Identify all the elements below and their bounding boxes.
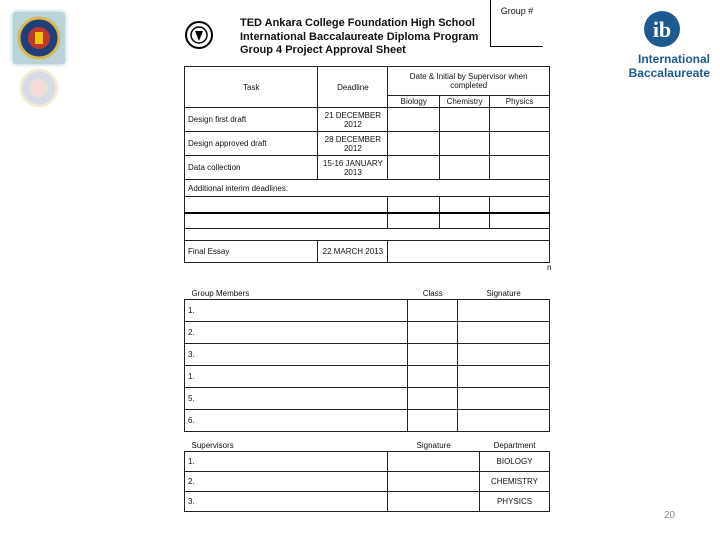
signature-cell[interactable]: [388, 451, 480, 471]
task-cell: Design first draft: [185, 108, 318, 132]
initial-cell[interactable]: [490, 213, 550, 229]
group-number-box: [490, 0, 543, 47]
deadline-cell: 28 DECEMBER 2012: [318, 132, 388, 156]
initial-cell[interactable]: [440, 108, 490, 132]
member-row: 6.: [185, 409, 408, 431]
member-row: 5.: [185, 387, 408, 409]
col-class: Class: [422, 288, 443, 298]
class-cell[interactable]: [408, 387, 458, 409]
signature-cell[interactable]: [458, 365, 550, 387]
final-deadline: 22 MARCH 2013: [318, 241, 388, 263]
initial-cell[interactable]: [388, 108, 440, 132]
initial-cell[interactable]: [490, 156, 550, 180]
school-name: TED Ankara College Foundation High School: [240, 17, 475, 29]
final-task: Final Essay: [185, 241, 318, 263]
department-cell: PHYSICS: [480, 491, 550, 511]
stray-mark: n: [547, 263, 552, 272]
class-cell[interactable]: [408, 321, 458, 343]
interim-row[interactable]: [185, 197, 388, 213]
signature-cell[interactable]: [458, 387, 550, 409]
program-name: International Baccalaureate Diploma Program: [240, 31, 479, 43]
initial-cell[interactable]: [440, 197, 490, 213]
initial-cell[interactable]: [440, 132, 490, 156]
col-member-signature: Signature: [486, 288, 521, 298]
col-deadline: Deadline: [318, 67, 388, 108]
col-supervisors: Supervisors: [191, 440, 234, 450]
supervisor-row: 2.: [185, 471, 388, 491]
ib-logo-line1: International: [637, 52, 710, 66]
supervisor-row: 1.: [185, 451, 388, 471]
subject-physics: Physics: [490, 96, 550, 108]
interim-label: Additional interim deadlines:: [185, 180, 550, 197]
subject-biology: Biology: [388, 96, 440, 108]
college-emblem-reflection: [17, 66, 61, 110]
interim-row[interactable]: [185, 213, 388, 229]
class-cell[interactable]: [408, 343, 458, 365]
member-row: 2.: [185, 321, 408, 343]
member-row: 3.: [185, 343, 408, 365]
initial-cell[interactable]: [440, 213, 490, 229]
signature-cell[interactable]: [458, 299, 550, 321]
ib-logo-icon: [642, 8, 682, 50]
initial-cell[interactable]: [490, 108, 550, 132]
task-cell: Data collection: [185, 156, 318, 180]
supervisors-table: [184, 440, 550, 512]
college-emblem: [13, 12, 65, 64]
class-cell[interactable]: [408, 365, 458, 387]
class-cell[interactable]: [408, 409, 458, 431]
sheet-title: Group 4 Project Approval Sheet: [240, 44, 406, 56]
initial-cell[interactable]: [440, 156, 490, 180]
svg-text:ib: ib: [652, 17, 672, 42]
group-number-label: Group #: [500, 6, 534, 16]
signature-cell[interactable]: [458, 343, 550, 365]
initial-cell[interactable]: [490, 132, 550, 156]
supervisor-row: 3.: [185, 491, 388, 511]
member-row: 1.: [185, 299, 408, 321]
spacer-row: [185, 229, 550, 241]
initial-cell[interactable]: [388, 197, 440, 213]
col-members: Group Members: [191, 288, 250, 298]
col-task: Task: [185, 67, 318, 108]
initial-cell[interactable]: [490, 197, 550, 213]
members-table: [184, 288, 550, 432]
final-initial-cell[interactable]: [388, 241, 550, 263]
signature-cell[interactable]: [388, 491, 480, 511]
page-number: 20: [664, 510, 676, 521]
member-row: 1.: [185, 365, 408, 387]
approval-table: [184, 66, 550, 263]
deadline-cell: 21 DECEMBER 2012: [318, 108, 388, 132]
initial-cell[interactable]: [388, 132, 440, 156]
class-cell[interactable]: [408, 299, 458, 321]
col-department: Department: [493, 440, 536, 450]
col-initial: Date & Initial by Supervisor when completed: [388, 67, 550, 96]
subject-chemistry: Chemistry: [440, 96, 490, 108]
initial-cell[interactable]: [388, 156, 440, 180]
task-cell: Design approved draft: [185, 132, 318, 156]
signature-cell[interactable]: [458, 409, 550, 431]
signature-cell[interactable]: [388, 471, 480, 491]
col-supervisor-signature: Signature: [416, 440, 451, 450]
department-cell: CHEMISTRY: [480, 471, 550, 491]
school-seal: [184, 18, 214, 52]
ib-logo-line2: Baccalaureate: [628, 66, 710, 80]
signature-cell[interactable]: [458, 321, 550, 343]
deadline-cell: 15-16 JANUARY 2013: [318, 156, 388, 180]
department-cell: BIOLOGY: [480, 451, 550, 471]
initial-cell[interactable]: [388, 213, 440, 229]
